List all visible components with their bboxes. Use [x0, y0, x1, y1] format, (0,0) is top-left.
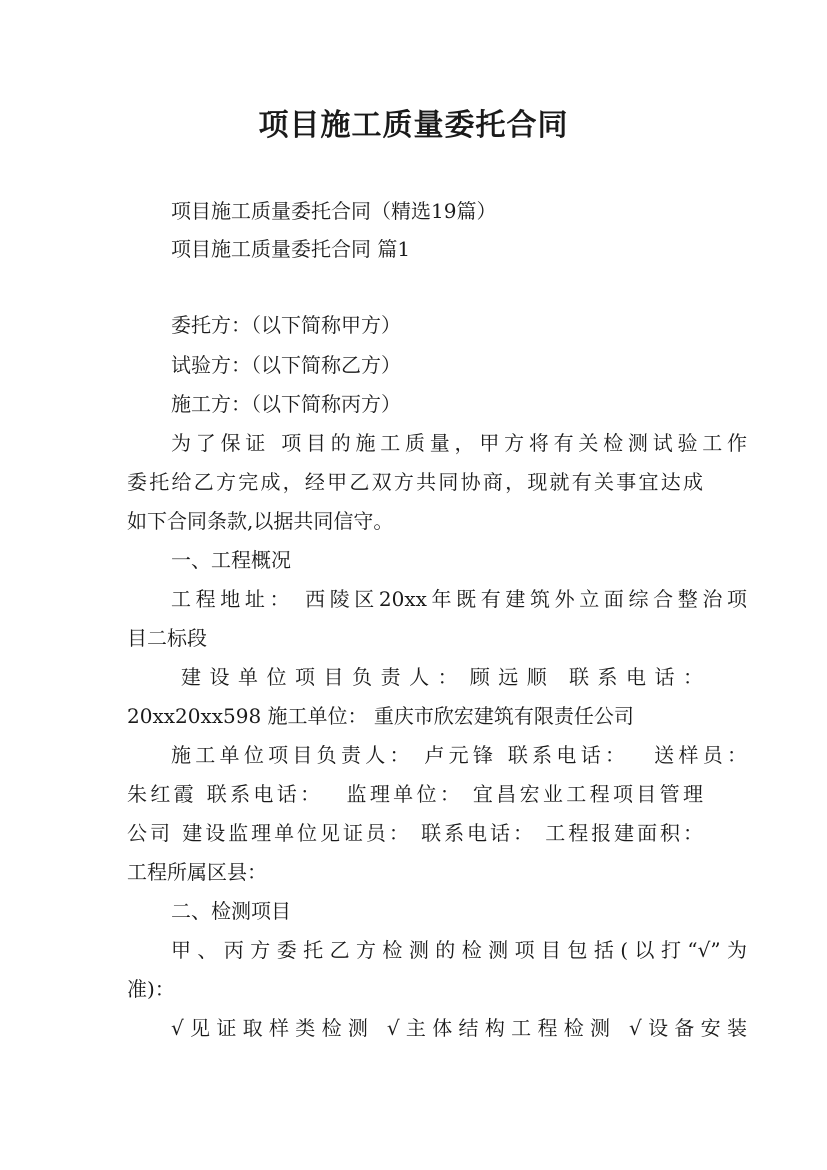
party-a-line: 委托方：（以下简称甲方） [171, 313, 401, 337]
paragraph-line: 为了保证 项目的施工质量，甲方将有关检测试验工作 [171, 431, 747, 455]
paragraph-line: 如下合同条款,以据共同信守。 [127, 509, 394, 533]
paragraph-line: 施工单位项目负责人： 卢元锋 联系电话： 送样员： [171, 743, 747, 767]
paragraph-line: 准)： [127, 977, 175, 1001]
checklist-line: √见证取样类检测 √主体结构工程检测 √设备安装 [171, 1016, 747, 1040]
paragraph-line: 公司 建设监理单位见证员： 联系电话： 工程报建面积： [127, 821, 703, 845]
party-b-line: 试验方：（以下简称乙方） [171, 353, 401, 377]
section-heading-line: 项目施工质量委托合同 篇1 [171, 237, 411, 261]
paragraph-line: 朱红霞 联系电话： 监理单位： 宜昌宏业工程项目管理 [127, 782, 703, 806]
paragraph-line: 目二标段 [127, 626, 207, 650]
party-c-line: 施工方：（以下简称丙方） [171, 392, 401, 416]
subtitle-line: 项目施工质量委托合同（精选19篇） [171, 199, 497, 223]
paragraph-line: 委托给乙方完成，经甲乙双方共同协商，现就有关事宜达成 [127, 470, 703, 494]
paragraph-line: 20xx20xx598 施工单位： 重庆市欣宏建筑有限责任公司 [127, 704, 634, 728]
paragraph-line: 甲、丙方委托乙方检测的检测项目包括(以打“√”为 [171, 938, 747, 962]
paragraph-line: 建 设 单 位 项 目 负 责 人 ： 顾 远 顺 联 系 电 话 ： [181, 665, 703, 689]
section-heading-items: 二、检测项目 [171, 899, 291, 923]
paragraph-line: 工程所属区县： [127, 860, 267, 884]
section-heading-overview: 一、工程概况 [171, 548, 291, 572]
document-title: 项目施工质量委托合同 [258, 108, 569, 143]
paragraph-line: 工程地址： 西陵区20xx年既有建筑外立面综合整治项 [171, 587, 747, 611]
